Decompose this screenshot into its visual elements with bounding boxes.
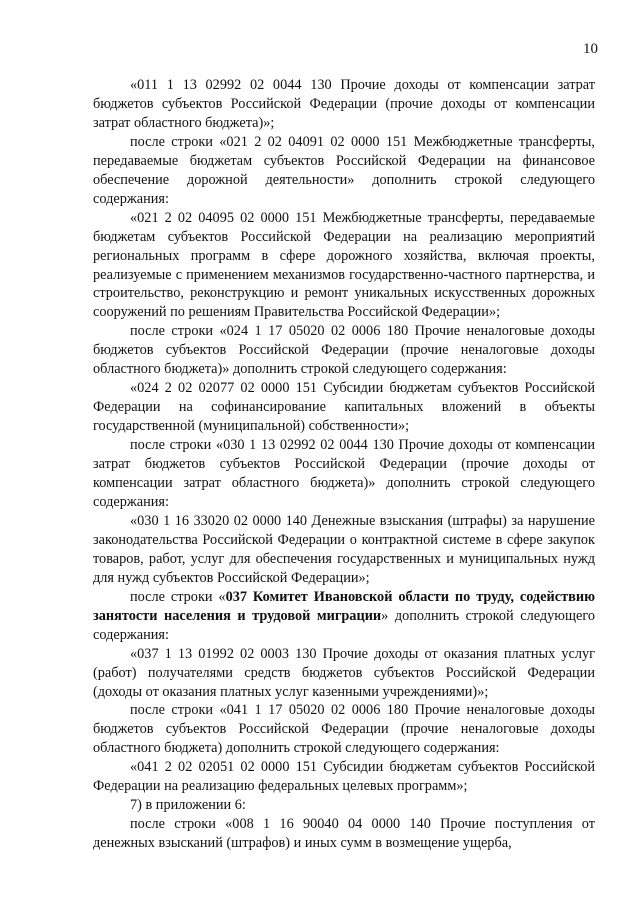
paragraph: 7) в приложении 6: [130, 797, 246, 814]
paragraph: после строки «024 1 17 05020 02 0006 180 Прочие неналоговые доходы бюджетов субъектов Российской Федерации (прочие неналоговые доходы областного бюджета)» дополнить строкой следующего содержания: [93, 323, 595, 378]
committee-name-bold: 037 Комитет Ивановской области по труду, содействию занятости населения и трудовой миграции [93, 588, 595, 624]
paragraph: после строки «041 1 17 05020 02 0006 180 Прочие неналоговые доходы бюджетов субъектов Российской Федерации (прочие неналоговые доходы областного бюджета) дополнить строкой следующего содержания: [93, 702, 595, 757]
document-body [93, 76, 595, 853]
paragraph: «030 1 16 33020 02 0000 140 Денежные взыскания (штрафы) за нарушение законодательства Российской Федерации о контрактной системе в сфере закупок товаров, работ, услуг для обеспечения государственных и муниципальных нужд для нужд субъектов Российской Федерации»; [93, 512, 595, 586]
paragraph-text: после строки « [130, 588, 226, 605]
page-number: 10 [583, 41, 598, 57]
paragraph [93, 588, 595, 645]
paragraph: после строки «008 1 16 90040 04 0000 140 Прочие поступления от денежных взысканий (штрафов) и иных сумм в возмещение ущерба, [93, 816, 595, 852]
paragraph: после строки «021 2 02 04091 02 0000 151 Межбюджетные трансферты, передаваемые бюджетам субъектов Российской Федерации на финансовое обеспечение дорожной деятельности» дополнить строкой следующего содержания: [93, 133, 595, 207]
paragraph: «011 1 13 02992 02 0044 130 Прочие доходы от компенсации затрат бюджетов субъектов Российской Федерации (прочие доходы от компенсации затрат областного бюджета)»; [93, 77, 595, 131]
paragraph: «021 2 02 04095 02 0000 151 Межбюджетные трансферты, передаваемые бюджетам субъектов Российской Федерации на реализацию мероприятий региональных программ в сфере дорожного хозяйства, включая проекты, реализуемые с применением механизмов государственно-частного партнерства, и строительство, реконструкцию и ремонт уникальных искусственных дорожных сооружений по решениям Правительства Российской Федерации»; [93, 209, 595, 321]
paragraph: «024 2 02 02077 02 0000 151 Субсидии бюджетам субъектов Российской Федерации на софинансирование капитальных вложений в объекты государственной (муниципальной) собственности»; [93, 380, 595, 435]
paragraph: после строки «030 1 13 02992 02 0044 130 Прочие доходы от компенсации затрат бюджетов субъектов Российской Федерации (прочие доходы от компенсации затрат областного бюджета)» дополнить строкой следующего содержания: [93, 437, 595, 510]
paragraph: «037 1 13 01992 02 0003 130 Прочие доходы от оказания платных услуг (работ) получателями средств бюджетов субъектов Российской Федерации (доходы от оказания платных услуг казенными учреждениями)»; [93, 645, 595, 700]
paragraph-text: » дополнить строкой следующего содержания: [93, 607, 595, 643]
paragraph: «041 2 02 02051 02 0000 151 Субсидии бюджетам субъектов Российской Федерации на реализацию федеральных целевых программ»; [93, 759, 595, 795]
